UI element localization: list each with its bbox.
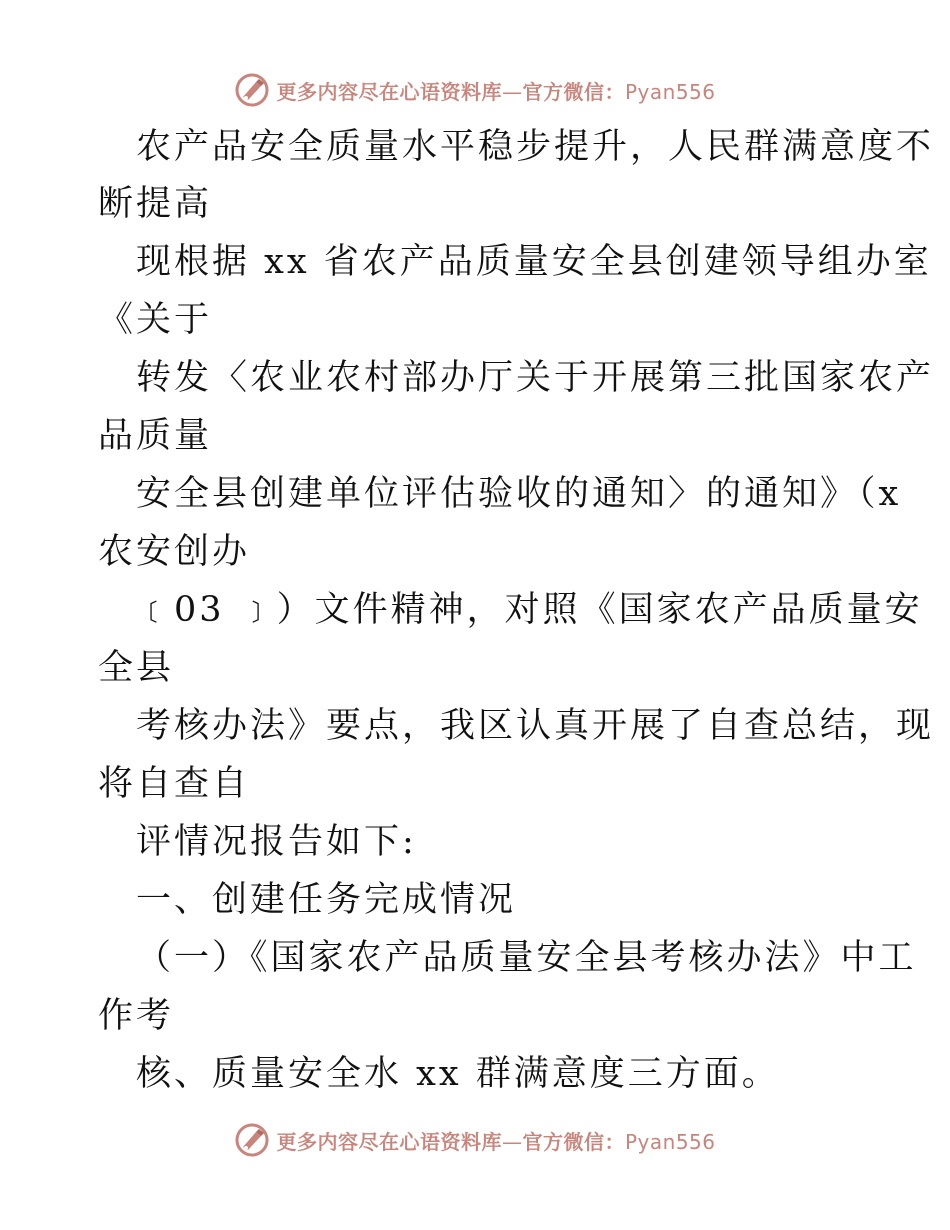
header-watermark [0, 70, 950, 110]
watermark-handle: Pyan556 [624, 1129, 716, 1154]
text-line: ﹝03 ﹞）文件精神，对照《国家农产品质量安 [136, 590, 923, 630]
text-line: 品质量 [98, 416, 213, 456]
watermark-dash: — [501, 1129, 523, 1154]
text-line: 将自查自 [98, 764, 251, 804]
watermark-dash: — [501, 79, 523, 104]
subsection-heading: （一）《国家农产品质量安全县考核办法》中工 [136, 938, 917, 978]
watermark-text [276, 1126, 715, 1155]
text-line: 全县 [98, 648, 175, 688]
watermark-text [276, 76, 715, 105]
text-line: 评情况报告如下: [136, 822, 417, 862]
text-line: 现根据 xx 省农产品质量安全县创建领导组办室 [136, 242, 932, 282]
text-line: 核、质量安全水 xx 群满意度三方面。 [136, 1054, 780, 1094]
section-heading: 一、创建任务完成情况 [136, 880, 517, 920]
watermark-main: 更多内容尽在心语资料库 [276, 1129, 502, 1154]
watermark-official: 官方微信： [522, 79, 625, 104]
text-line: 作考 [98, 996, 175, 1036]
pen-logo-icon [234, 72, 270, 108]
text-line: 考核办法》要点，我区认真开展了自查总结，现 [136, 706, 935, 746]
text-line: 安全县创建单位评估验收的通知〉的通知》（x [136, 474, 902, 514]
watermark-handle: Pyan556 [624, 79, 716, 104]
watermark-official: 官方微信： [522, 1129, 625, 1154]
pen-logo-icon [234, 1122, 270, 1158]
text-line: 农产品安全质量水平稳步提升，人民群满意度不 [136, 127, 935, 167]
text-line: 农安创办 [98, 532, 251, 572]
watermark-main: 更多内容尽在心语资料库 [276, 79, 502, 104]
text-line: 转发〈农业农村部办厅关于开展第三批国家农产 [136, 358, 935, 398]
footer-watermark [0, 1120, 950, 1160]
text-line: 断提高 [98, 184, 213, 224]
text-line: 《关于 [98, 300, 213, 340]
